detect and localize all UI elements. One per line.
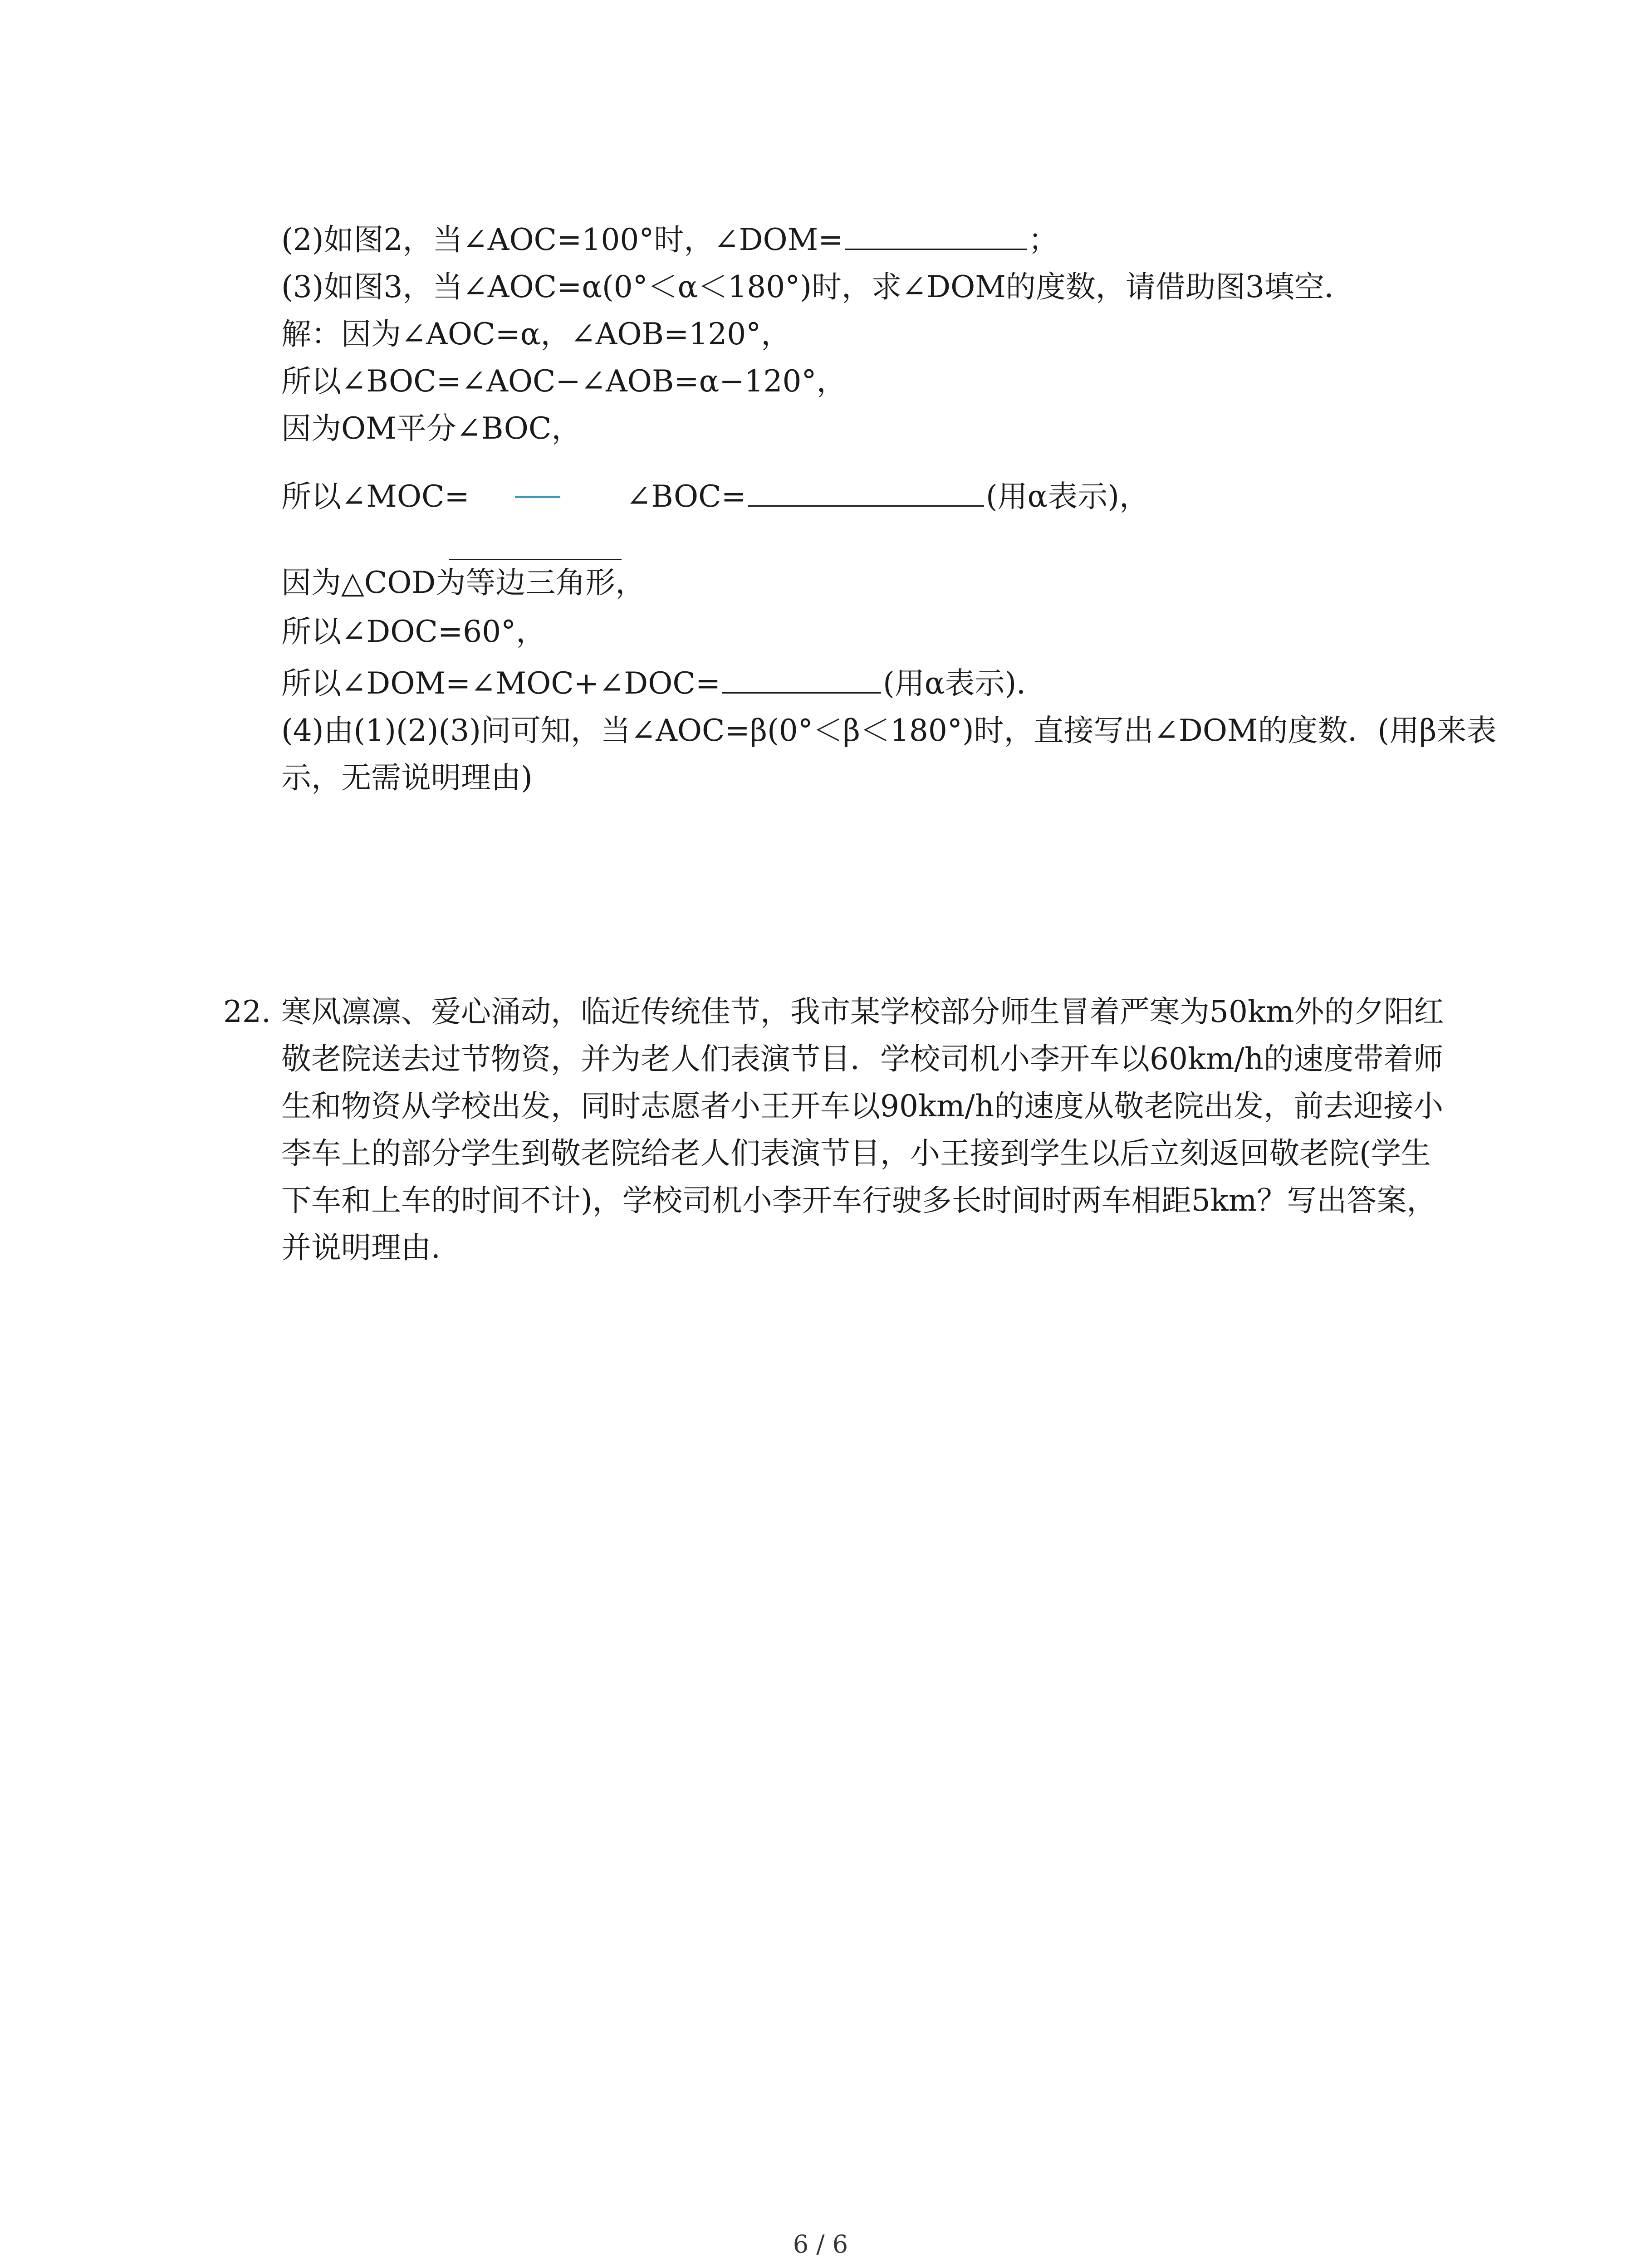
part3-step7-text: 所以∠DOM=∠MOC+∠DOC=: [281, 666, 721, 701]
part3-intro: (3)如图3，当∠AOC=α(0°＜α＜180°)时，求∠DOM的度数，请借助图3填空．: [281, 269, 1354, 304]
answer-blank-dom[interactable]: [845, 221, 1027, 250]
part3-step3: 因为OM平分∠BOC，: [281, 411, 582, 446]
part4-line1: (4)由(1)(2)(3)问可知，当∠AOC=β(0°＜β＜180°)时，直接写出∠DOM的度数．(用β来表: [281, 713, 1497, 748]
part2-line: [281, 220, 1058, 260]
question-22-line-6: 并说明理由．: [281, 1230, 461, 1265]
question-22-number: 22.: [223, 994, 271, 1029]
question-22-line-3: 生和物资从学校出发，同时志愿者小王开车以90km/h的速度从敬老院出发，前去迎接小: [281, 1089, 1444, 1124]
part3-step4-label: 所以∠MOC=: [281, 479, 470, 514]
question-22-line-5: 下车和上车的时间不计)，学校司机小李开车行驶多长时间时两车相距5km？写出答案，: [281, 1183, 1437, 1218]
part3-step7-note: (用α表示)．: [883, 666, 1047, 701]
part3-step4-boc: ∠BOC=: [626, 479, 746, 514]
part3-step5: 因为△COD为等边三角形，: [281, 565, 646, 600]
answer-blank-dom-alpha[interactable]: [722, 665, 881, 694]
part3-step4-note: (用α表示)，: [985, 479, 1150, 514]
part2-tail: ；: [1028, 222, 1058, 257]
answer-blank-boc[interactable]: [748, 478, 984, 507]
part3-step4-row: [626, 476, 1149, 517]
fraction-denominator-blank[interactable]: [449, 559, 622, 560]
part3-step6: 所以∠DOC=60°，: [281, 614, 546, 649]
part2-text: (2)如图2，当∠AOC=100°时，∠DOM=: [281, 222, 843, 257]
page-number: 6 / 6: [793, 2230, 848, 2258]
part3-step7-row: [281, 663, 1046, 704]
part3-step1: 解：因为∠AOC=α，∠AOB=120°，: [281, 317, 791, 352]
fraction-numerator-dash: [515, 496, 560, 498]
question-22-line-1: 寒风凛凛、爱心涌动，临近传统佳节，我市某学校部分师生冒着严寒为50km外的夕阳红: [281, 994, 1444, 1029]
question-22-line-2: 敬老院送去过节物资，并为老人们表演节目．学校司机小李开车以60km/h的速度带着师: [281, 1041, 1444, 1076]
part4-line2: 示，无需说明理由): [281, 760, 533, 795]
part3-step2: 所以∠BOC=∠AOC−∠AOB=α−120°，: [281, 364, 847, 399]
question-22-line-4: 李车上的部分学生到敬老院给老人们表演节目，小王接到学生以后立刻返回敬老院(学生: [281, 1136, 1431, 1171]
